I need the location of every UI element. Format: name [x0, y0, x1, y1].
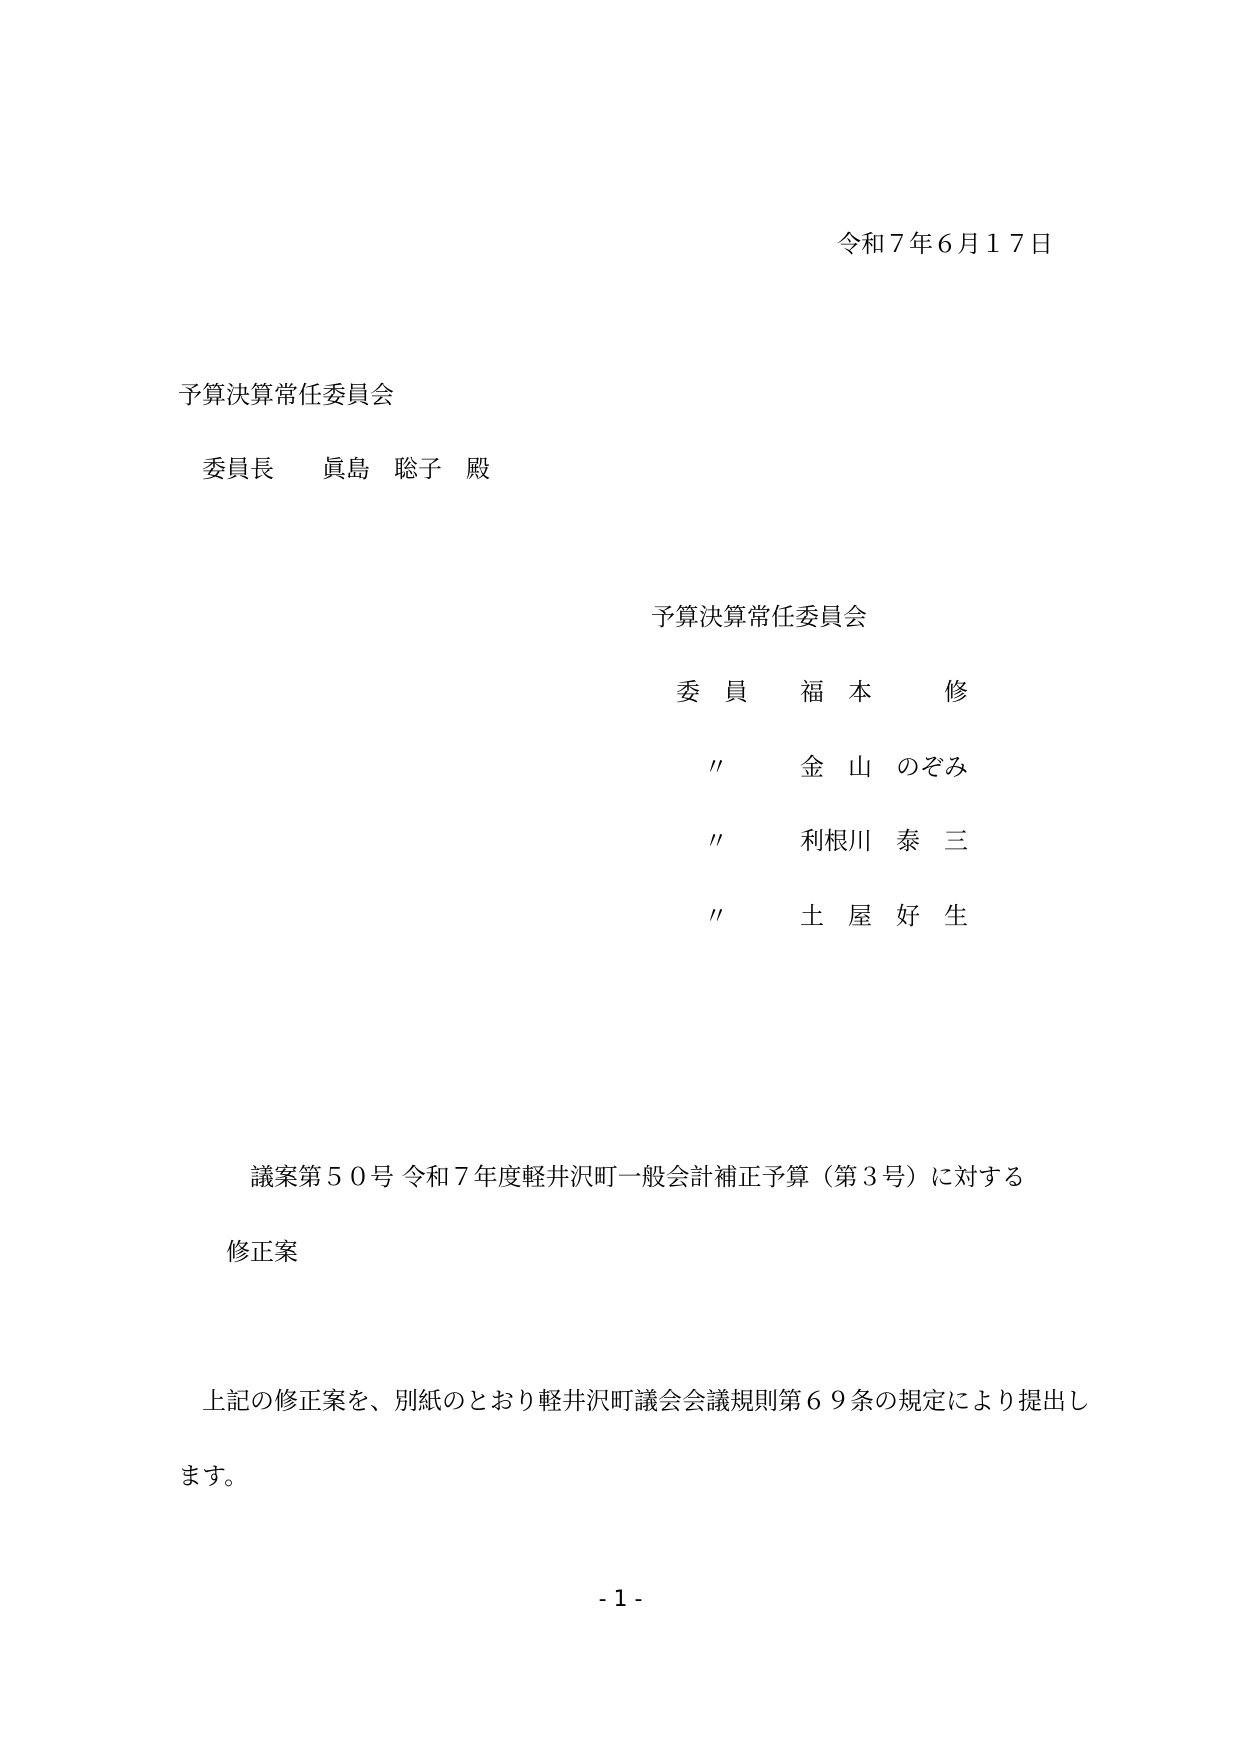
page-number: - 1 - [598, 1587, 643, 1612]
member-title: 〃 [704, 827, 728, 855]
member-title: 〃 [704, 753, 728, 781]
member-name: 利根川 泰 三 [800, 827, 968, 855]
member-title: 委 員 [676, 678, 748, 706]
member-title: 〃 [704, 902, 728, 930]
subject-line-1: 議案第５０号 令和７年度軽井沢町一般会計補正予算（第３号）に対する [250, 1163, 1026, 1191]
member-name: 福 本 修 [800, 678, 968, 706]
addressee-chair: 委員長 眞島 聡子 殿 [202, 455, 490, 483]
member-name: 土 屋 好 生 [800, 902, 968, 930]
sender-committee: 予算決算常任委員会 [651, 603, 867, 631]
body-line-2: ます。 [178, 1462, 249, 1490]
body-line-1: 上記の修正案を、別紙のとおり軽井沢町議会会議規則第６９条の規定により提出し [202, 1387, 1090, 1415]
addressee-committee: 予算決算常任委員会 [178, 381, 394, 409]
member-name: 金 山 のぞみ [800, 753, 968, 781]
sender-member-4 [0, 901, 1241, 991]
document-date: 令和７年６月１７日 [837, 230, 1053, 258]
subject-line-2: 修正案 [226, 1238, 298, 1266]
